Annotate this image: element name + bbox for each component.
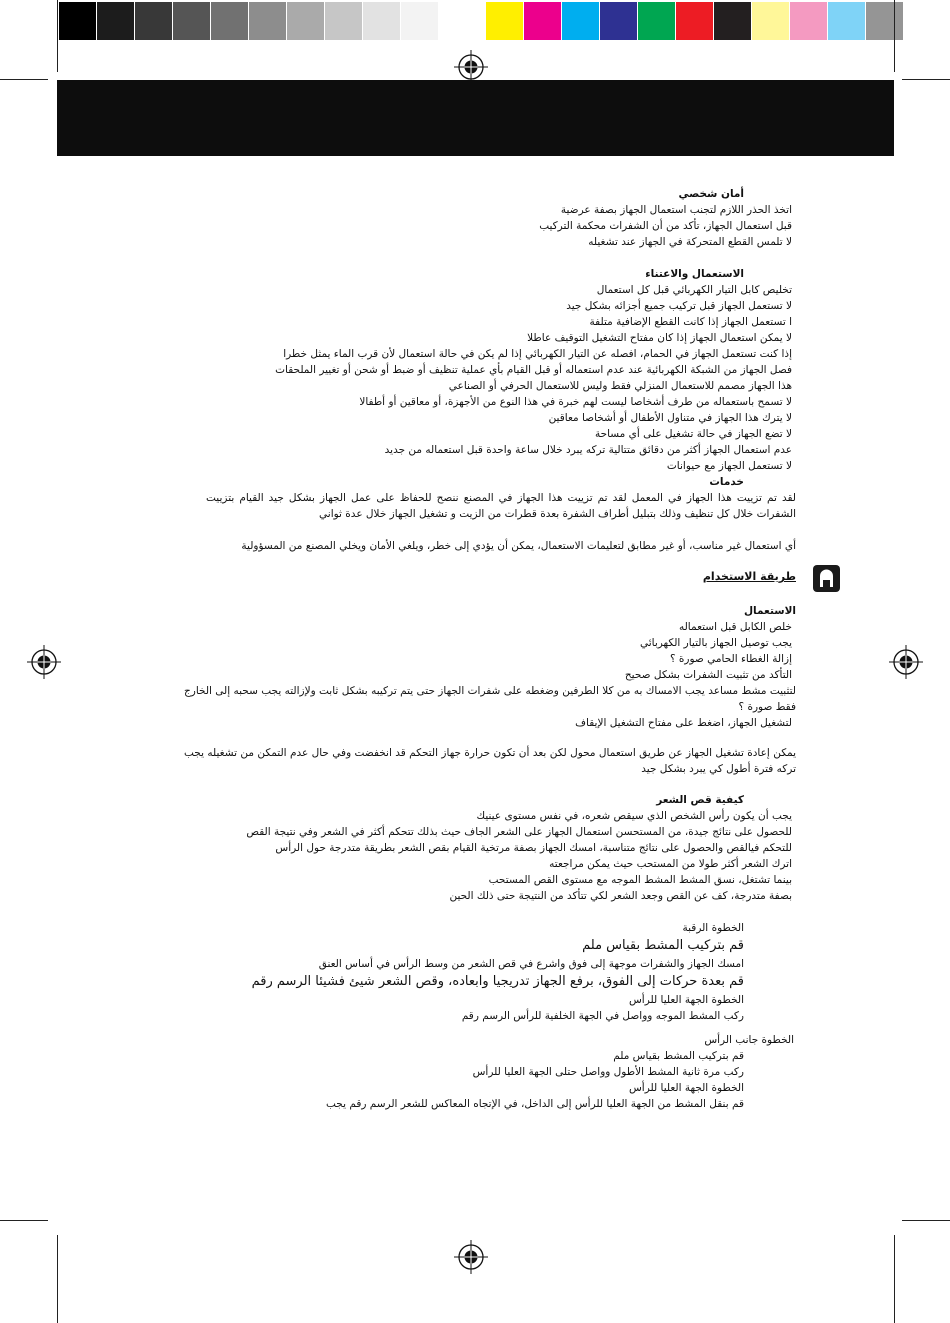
usage-list	[625, 619, 792, 683]
list-item: للحصول على نتائج جيدة، من المستحسن استعمال الجهاز على الشعر الجاف حيث بذلك تتحكم أكثر في الشعر وفي نتيجة القص	[246, 826, 792, 838]
color-swatch	[97, 2, 135, 40]
list-item: إزالة الغطاء الحامي صورة ؟	[670, 653, 792, 665]
header-banner	[57, 80, 894, 156]
crop-mark	[894, 0, 895, 72]
section-heading: كيفية قص الشعر	[656, 794, 744, 806]
color-swatch	[828, 2, 866, 40]
personal-safety-section	[678, 186, 744, 202]
list-item: يجب توصيل الجهاز بالتيار الكهربائي	[639, 637, 792, 649]
step-instruction: قم بعدة حركات إلى الفوق، برفع الجهاز تدريجيا وابعاده، وقص الشعر شيئ فشيئا الرسم رقم	[251, 974, 744, 989]
section-heading: الاستعمال	[743, 605, 796, 617]
list-item: بصفة متدرجة، كف عن القص وجعد الشعر لكي تتأكد من النتيجة حتى ذلك الحين	[449, 890, 792, 902]
list-item: اترك الشعر أكثر طولا من المستحب حيث يمكن مراجعته	[549, 858, 792, 870]
plug-glyph-icon	[813, 565, 840, 592]
method-title: طريقة الاستخدام	[702, 570, 796, 583]
crop-mark	[0, 79, 48, 80]
color-swatch	[211, 2, 249, 40]
personal-safety-list	[539, 202, 792, 250]
color-calibration-strip	[59, 2, 894, 40]
list-item: لا يمكن استعمال الجهاز إذا كان مفتاح التشغيل التوقيف عاطلا	[527, 332, 792, 344]
step-instruction: ركب المشط الموجه وواصل في الجهة الخلفية للرأس الرسم رقم	[461, 1010, 744, 1022]
registration-mark-icon	[454, 50, 488, 84]
plug-icon	[813, 565, 840, 592]
steps-side	[704, 1032, 794, 1048]
color-swatch	[135, 2, 173, 40]
crop-mark	[57, 1235, 58, 1323]
step-instruction: قم بتركيب المشط بقياس ملم	[613, 1050, 744, 1062]
list-item: قبل استعمال الجهاز، تأكد من أن الشفرات محكمة التركيب	[539, 220, 792, 232]
registration-mark-icon	[454, 1240, 488, 1274]
step-instruction: ركب مرة ثانية المشط الأطول وواصل حتلى الجهة العليا للرأس	[472, 1066, 744, 1078]
color-swatch	[790, 2, 828, 40]
haircut-section	[656, 792, 744, 808]
color-swatch	[59, 2, 97, 40]
crop-mark	[0, 1220, 48, 1221]
list-item: بينما تشتغل، نسق المشط المشط الموجه مع مستوى القص المستحب	[488, 874, 792, 886]
list-item: للتحكم فيالقص والحصول على نتائج متناسبة، امسك الجهاز بصفة مرتخية القيام بقص الشعر بطريقة متدرجة حول الرأس	[275, 842, 792, 854]
crop-mark	[902, 79, 950, 80]
color-swatch	[401, 2, 439, 40]
services-section	[709, 474, 744, 490]
step-heading: الخطوة الجهة العليا للرأس	[628, 1082, 744, 1094]
color-swatch	[752, 2, 790, 40]
registration-mark-icon	[889, 645, 923, 679]
use-care-section	[645, 266, 744, 282]
steps-continued	[326, 1048, 744, 1112]
list-item: تخليص كابل التيار الكهربائي قبل كل استعمال	[596, 284, 792, 296]
color-swatch	[866, 2, 904, 40]
color-swatch	[287, 2, 325, 40]
color-swatch	[486, 2, 524, 40]
color-swatch	[173, 2, 211, 40]
liability-paragraph: أي استعمال غير مناسب، أو غير مطابق لتعليمات الاستعمال، يمكن أن يؤدي إلى خطر، ويلغي الأمان ويخلي المصنع من المسؤولية	[241, 540, 796, 552]
step-instruction: امسك الجهاز والشفرات موجهة إلى فوق واشرع في قص الشعر من وسط الرأس في أساس العنق	[318, 958, 744, 970]
list-item: لا تلمس القطع المتحركة في الجهاز عند تشغيله	[588, 236, 792, 248]
list-item: لا يترك هذا الجهاز في متناول الأطفال أو أشخاصا معاقين	[548, 412, 792, 424]
section-heading: الاستعمال والاعتناء	[645, 268, 744, 280]
list-item: هذا الجهاز مصمم للاستعمال المنزلي فقط وليس للاستعمال الحرفي أو الصناعي	[448, 380, 792, 392]
section-heading: خدمات	[709, 476, 744, 488]
haircut-list	[246, 808, 792, 904]
step-heading: الخطوة الرقبة	[682, 922, 744, 934]
attach-comb-paragraph: لتثبيت مشط مساعد يجب الامساك به من كلا الطرفين وضغطه على شفرات الجهاز حتى يتم تركيبه بشكل ثابت ولإزالته يجب سحبه إلى الخارج فقط صورة ؟	[184, 685, 796, 713]
color-swatch	[249, 2, 287, 40]
steps-section	[252, 920, 744, 1024]
color-swatch	[524, 2, 562, 40]
color-swatch	[562, 2, 600, 40]
step-heading: الخطوة الجهة العليا للرأس	[628, 994, 744, 1006]
switch-on-line	[575, 715, 792, 731]
list-item: يجب أن يكون رأس الشخص الذي سيقص شعره، في نفس مستوى عينيك	[476, 810, 792, 822]
list-item: لا تضع الجهاز في حالة تشغيل على أي مساحة	[594, 428, 792, 440]
color-swatch	[638, 2, 676, 40]
section-heading: أمان شخصي	[678, 188, 744, 200]
usage-section	[744, 603, 796, 619]
list-item: لا تسمح باستعماله من طرف أشخاصا ليست لهم خبرة في هذا النوع من الأجهزة، أو معاقين أو أطفالا	[359, 396, 792, 408]
color-swatch	[325, 2, 363, 40]
crop-mark	[902, 1220, 950, 1221]
crop-mark	[57, 0, 58, 72]
list-item: إذا كنت تستعمل الجهاز في الحمام، افصله عن التيار الكهربائي إذا لم يكن في حالة استعمال لأن قرب الماء يمثل خطرا	[283, 348, 792, 360]
services-paragraph: لقد تم تزييت هذا الجهاز في المعمل لقد تم تزييت هذا الجهاز في المصنع ننصح للحفاظ على عمل الجهاز بشكل جيد القيام بتزييت الشفرات خلال كل تنظيف وذلك بتبليل أطراف الشفرة بعدة قطرات من الزيت و تشغيل الجهاز خلال عدة ثواني	[206, 492, 796, 520]
step-instruction: قم بتركيب المشط بقياس ملم	[582, 938, 744, 953]
color-swatch	[439, 2, 477, 40]
list-item: خلص الكابل قبل استعماله	[678, 621, 792, 633]
color-swatch	[676, 2, 714, 40]
list-item: اتخذ الحذر اللازم لتجنب استعمال الجهاز بصفة عرضية	[560, 204, 792, 216]
list-item: عدم استعمال الجهاز أكثر من دقائق متتالية تركه يبرد خلال ساعة واحدة قبل استعماله من جديد	[384, 444, 792, 456]
step-heading: الخطوة جانب الرأس	[704, 1034, 794, 1046]
restart-paragraph: يمكن إعادة تشغيل الجهاز عن طريق استعمال محول لكن بعد أن تكون حرارة جهاز التحكم قد انخفضت وفي حال عدم التمكن من تشغيله يجب تركه فترة أطول كي يبرد بشكل جيد	[184, 747, 796, 775]
list-item: لا تستعمل الجهاز قبل تركيب جميع أجزائه بشكل جيد	[566, 300, 792, 312]
list-item: التأكد من تثبيت الشفرات بشكل صحيح	[624, 669, 792, 681]
registration-mark-icon	[27, 645, 61, 679]
color-swatch	[363, 2, 401, 40]
color-swatch	[714, 2, 752, 40]
use-care-list	[275, 282, 792, 474]
color-swatch	[600, 2, 638, 40]
crop-mark	[894, 1235, 895, 1323]
list-item: لتشغيل الجهاز، اضغط على مفتاح التشغيل الإيقاف	[575, 717, 792, 729]
list-item: لا تستعمل الجهاز مع حيوانات	[666, 460, 792, 472]
step-instruction: قم بنقل المشط من الجهة العليا للرأس إلى الداخل، في الإتجاه المعاكس للشعر الرسم رقم يجب	[325, 1098, 744, 1110]
list-item: ا تستعمل الجهاز إذا كانت القطع الإضافية متلفة	[589, 316, 792, 328]
list-item: فصل الجهاز من الشبكة الكهربائية عند عدم استعماله أو قبل القيام بأي عملية تنظيف أو ضبط أو شحن أو تغيير الملحقات	[275, 364, 792, 376]
